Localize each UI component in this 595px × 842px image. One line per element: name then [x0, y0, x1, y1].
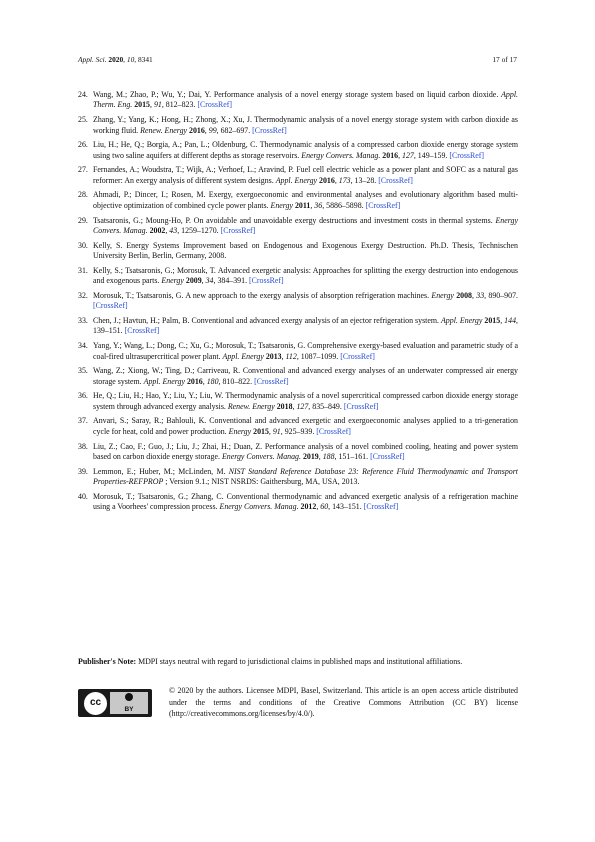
reference-pages: , 1087–1099.	[296, 351, 339, 361]
reference-item	[78, 492, 518, 513]
reference-year: 2009	[185, 276, 202, 286]
reference-item	[78, 266, 518, 287]
reference-number: 24.	[78, 90, 88, 99]
reference-pages: ; Version 9.1.; NIST NSRDS: Gaithersburg, MA, USA, 2013.	[165, 477, 360, 487]
reference-number: 35.	[78, 366, 88, 376]
reference-authors: Kelly, S. Energy Systems Improvement based on Endogenous and Exogenous Exergy Destruction. Ph.D. Thesis, Technischen University Berlin, Berlin, Germany, 2008.	[93, 240, 518, 261]
reference-year: 2015	[253, 426, 269, 436]
reference-journal: Energy Convers. Manag.	[93, 215, 518, 235]
running-header	[78, 55, 517, 64]
reference-volume: , 188	[318, 451, 335, 461]
reference-number: 38.	[78, 441, 88, 451]
reference-volume: , 144	[500, 315, 517, 325]
reference-journal: NIST Standard Reference Database 23: Reference Fluid Thermodynamic and Transport Properties-REFPROP	[93, 466, 518, 487]
reference-pages: , 13–28.	[350, 175, 377, 185]
reference-authors: Kelly, S.; Tsatsaronis, G.; Morosuk, T. Advanced exergetic analysis: Approaches for splitting the exergy destruction into endogenous and exogenous parts.	[93, 265, 518, 286]
reference-text	[93, 190, 518, 211]
reference-pages: , 139–151.	[93, 315, 519, 336]
journal-name: Appl. Sci.	[78, 55, 107, 64]
reference-authors: Zhang, Y.; Yang, K.; Hong, H.; Zhong, X.; Xu, J. Thermodynamic analysis of a novel energy storage system with carbon dioxide as working fluid.	[93, 115, 518, 135]
license-text: © 2020 by the authors. Licensee MDPI, Basel, Switzerland. This article is an open access article distributed under the terms and conditions of the Creative Commons Attribution (CC BY) license (http://creativecommons.org/licenses/by/4.0/).	[169, 686, 518, 719]
reference-item	[78, 341, 518, 362]
reference-item	[78, 316, 518, 337]
reference-number: 34.	[78, 341, 88, 351]
reference-authors: Anvari, S.; Saray, R.; Bahlouli, K. Conventional and advanced exergetic and exergoeconomic analyses applied to a tri-generation cycle for heat, cold and power production.	[93, 416, 518, 436]
reference-text	[93, 241, 518, 262]
crossref-link[interactable]: [CrossRef]	[124, 326, 160, 336]
reference-item	[78, 115, 518, 136]
publisher-note-label: Publisher's Note:	[78, 657, 137, 666]
reference-volume: , 36	[310, 200, 323, 210]
reference-journal: Energy	[161, 276, 184, 286]
reference-item	[78, 442, 518, 463]
reference-number: 39.	[78, 466, 88, 476]
reference-journal: Appl. Energy	[143, 376, 185, 386]
by-logo-text: BY	[124, 706, 134, 713]
article-number: 8341	[137, 55, 153, 64]
reference-item	[78, 190, 518, 211]
crossref-link[interactable]: [CrossRef]	[93, 301, 128, 311]
reference-journal: Renew. Energy	[227, 401, 275, 411]
reference-journal: Energy Convers. Manag.	[221, 451, 301, 461]
reference-journal: Energy	[270, 200, 293, 210]
reference-item	[78, 165, 518, 186]
crossref-link[interactable]: [CrossRef]	[340, 351, 375, 361]
journal-year: 2020	[108, 55, 124, 64]
reference-text	[93, 492, 518, 513]
reference-text	[93, 467, 518, 488]
crossref-link[interactable]: [CrossRef]	[363, 502, 399, 512]
reference-year: 2018	[276, 401, 293, 411]
reference-item	[78, 366, 518, 387]
reference-item	[78, 241, 518, 262]
journal-volume: 10	[126, 55, 135, 64]
reference-volume: , 112	[281, 351, 297, 361]
reference-item	[78, 90, 518, 111]
reference-pages: , 682–697.	[216, 125, 251, 135]
reference-text	[93, 442, 518, 463]
reference-volume: , 33	[471, 290, 485, 300]
reference-pages: , 143–151.	[328, 502, 362, 512]
publisher-note-text: MDPI stays neutral with regard to jurisdictional claims in published maps and institutional affiliations.	[136, 657, 463, 666]
reference-volume: , 180	[202, 376, 219, 386]
reference-volume: , 91	[268, 426, 281, 436]
reference-pages: , 812–823.	[161, 100, 196, 110]
reference-journal: Appl. Energy	[222, 351, 264, 361]
crossref-link[interactable]: [CrossRef]	[449, 150, 485, 160]
reference-number: 32.	[78, 290, 88, 300]
reference-list	[78, 90, 518, 517]
reference-volume: , 127	[398, 150, 414, 160]
cc-logo-text: cc	[89, 697, 102, 708]
reference-authors: Tsatsaronis, G.; Moung-Ho, P. On avoidable and unavoidable exergy destructions and investment costs in thermal systems.	[93, 215, 493, 225]
reference-volume: , 34	[201, 276, 214, 286]
reference-year: 2002	[149, 225, 166, 235]
reference-pages: , 835–849.	[308, 401, 342, 411]
reference-text	[93, 165, 518, 186]
reference-text	[93, 266, 518, 287]
reference-year: 2019	[302, 451, 319, 461]
reference-journal: Energy	[431, 290, 454, 300]
reference-authors: Wang, M.; Zhao, P.; Wu, Y.; Dai, Y. Performance analysis of a novel energy storage system based on liquid carbon dioxide.	[93, 90, 499, 99]
reference-volume: , 127	[292, 401, 309, 411]
reference-text	[93, 115, 518, 136]
reference-volume: , 173	[334, 175, 351, 185]
reference-item	[78, 416, 518, 437]
reference-pages: , 925–939.	[280, 426, 315, 436]
reference-year: 2008	[456, 290, 472, 300]
reference-pages: , 384–391.	[213, 276, 248, 286]
reference-item	[78, 391, 518, 412]
reference-text	[93, 140, 518, 161]
reference-text	[93, 341, 518, 362]
reference-journal: Energy Convers. Manag.	[219, 502, 299, 512]
journal-citation: Appl. Sci. 2020, 10, 8341	[78, 55, 153, 64]
reference-authors: Morosuk, T.; Tsatsaronis, G.; Zhang, C. Conventional thermodynamic and advanced exergetic analysis of a refrigeration machine using a Voorhees' compression process.	[93, 491, 518, 512]
reference-authors: Chen, J.; Havtun, H.; Palm, B. Conventional and advanced exergy analysis of an ejector refrigeration system.	[93, 315, 439, 325]
reference-text	[93, 416, 518, 437]
crossref-link[interactable]: [CrossRef]	[378, 175, 413, 185]
reference-journal: Appl. Energy	[440, 315, 483, 325]
reference-number: 27.	[78, 165, 88, 175]
reference-text	[93, 90, 518, 111]
cc-circle-icon	[84, 692, 107, 715]
reference-number: 36.	[78, 391, 88, 401]
reference-text	[93, 316, 518, 337]
reference-pages: , 890–907.	[484, 290, 518, 300]
reference-year: 2013	[265, 351, 282, 361]
reference-authors: Wang, Z.; Xiong, W.; Ting, D.; Carriveau, R. Conventional and advanced exergy analyses of an underwater compressed air energy storage system.	[93, 366, 518, 386]
reference-pages: , 151–161.	[334, 451, 369, 461]
reference-number: 37.	[78, 416, 88, 426]
reference-text	[93, 366, 518, 387]
crossref-link[interactable]: [CrossRef]	[252, 125, 287, 135]
reference-pages: , 810–822.	[218, 376, 253, 386]
reference-number: 29.	[78, 215, 88, 225]
reference-volume: , 43	[165, 225, 178, 235]
reference-year: 2016	[382, 150, 399, 160]
crossref-link[interactable]: [CrossRef]	[220, 225, 256, 235]
crossref-link[interactable]: [CrossRef]	[197, 100, 233, 110]
page-number: 17 of 17	[492, 55, 517, 64]
reference-number: 28.	[78, 190, 88, 200]
reference-text	[93, 391, 518, 412]
by-badge	[110, 692, 148, 714]
reference-number: 31.	[78, 265, 88, 275]
reference-pages: , 5886–5898.	[322, 200, 364, 210]
reference-journal: Appl. Energy	[275, 175, 318, 185]
reference-number: 33.	[78, 315, 88, 325]
reference-year: 2016	[189, 125, 205, 135]
cc-by-logo-icon[interactable]	[78, 689, 152, 717]
reference-authors: Fernandes, A.; Woudstra, T.; Wijk, A.; Verhoef, L.; Aravind, P. Fuel cell electric vehicle as a power plant and SOFC as a natural gas reformer: An exergy analysis of different system designs.	[93, 165, 518, 185]
reference-number: 30.	[78, 240, 88, 250]
license-block	[78, 685, 518, 745]
reference-number: 40.	[78, 491, 88, 501]
reference-authors: Liu, H.; He, Q.; Borgia, A.; Pan, L.; Oldenburg, C. Thermodynamic analysis of a compressed carbon dioxide energy storage system using two saline aquifers at different depths as storage reservoirs.	[93, 140, 518, 160]
crossref-link[interactable]: [CrossRef]	[254, 376, 289, 386]
reference-pages: , 1259–1270.	[177, 225, 219, 235]
crossref-link[interactable]: [CrossRef]	[249, 276, 284, 286]
reference-journal: Energy	[228, 426, 252, 436]
reference-item	[78, 216, 518, 237]
reference-pages: , 149–159.	[413, 150, 448, 160]
reference-year: 2011	[294, 200, 311, 210]
reference-item	[78, 291, 518, 312]
reference-journal: Appl. Therm. Eng.	[93, 90, 518, 110]
reference-year: 2012	[300, 502, 317, 512]
crossref-link[interactable]: [CrossRef]	[370, 451, 405, 461]
crossref-link[interactable]: [CrossRef]	[316, 426, 351, 436]
publisher-note	[78, 657, 518, 667]
reference-authors: He, Q.; Liu, H.; Hao, Y.; Liu, Y.; Liu, W. Thermodynamic analysis of a novel supercritical compressed carbon dioxide energy storage system through advanced exergy analysis.	[93, 391, 518, 411]
reference-authors: Lemmon, E.; Huber, M.; McLinden, M.	[93, 466, 226, 476]
reference-volume: , 91	[150, 100, 162, 110]
reference-authors: Morosuk, T.; Tsatsaronis, G. A new approach to the exergy analysis of absorption refrigeration machines.	[93, 290, 430, 300]
person-icon	[125, 693, 133, 701]
crossref-link[interactable]: [CrossRef]	[343, 401, 379, 411]
reference-text	[93, 291, 518, 312]
reference-authors: Yang, Y.; Wang, L.; Dong, C.; Xu, G.; Morosuk, T.; Tsatsaronis, G. Comprehensive exergy-based evaluation and parametric study of a coal-fired ultrasupercritical power plant.	[93, 341, 518, 361]
reference-volume: , 60	[316, 502, 329, 512]
reference-year: 2016	[319, 175, 335, 185]
reference-item	[78, 140, 518, 161]
reference-text	[93, 216, 518, 237]
reference-year: 2016	[186, 376, 203, 386]
reference-number: 26.	[78, 140, 88, 150]
reference-journal: Energy Convers. Manag.	[301, 150, 381, 160]
reference-volume: , 99	[204, 125, 217, 135]
reference-authors: Liu, Z.; Cao, F.; Guo, J.; Liu, J.; Zhai, H.; Duan, Z. Performance analysis of a novel combined cooling, heating and power system based on carbon dioxide energy storage.	[93, 441, 518, 461]
reference-year: 2015	[484, 315, 501, 325]
reference-year: 2015	[134, 100, 150, 110]
crossref-link[interactable]: [CrossRef]	[365, 200, 401, 210]
reference-journal: Renew. Energy	[140, 125, 188, 135]
reference-number: 25.	[78, 115, 88, 125]
reference-authors: Ahmadi, P.; Dincer, I.; Rosen, M. Exergy, exergoeconomic and environmental analyses and evolutionary algorithm based multi-objective optimization of combined cycle power plants.	[93, 190, 518, 210]
reference-item	[78, 467, 518, 488]
